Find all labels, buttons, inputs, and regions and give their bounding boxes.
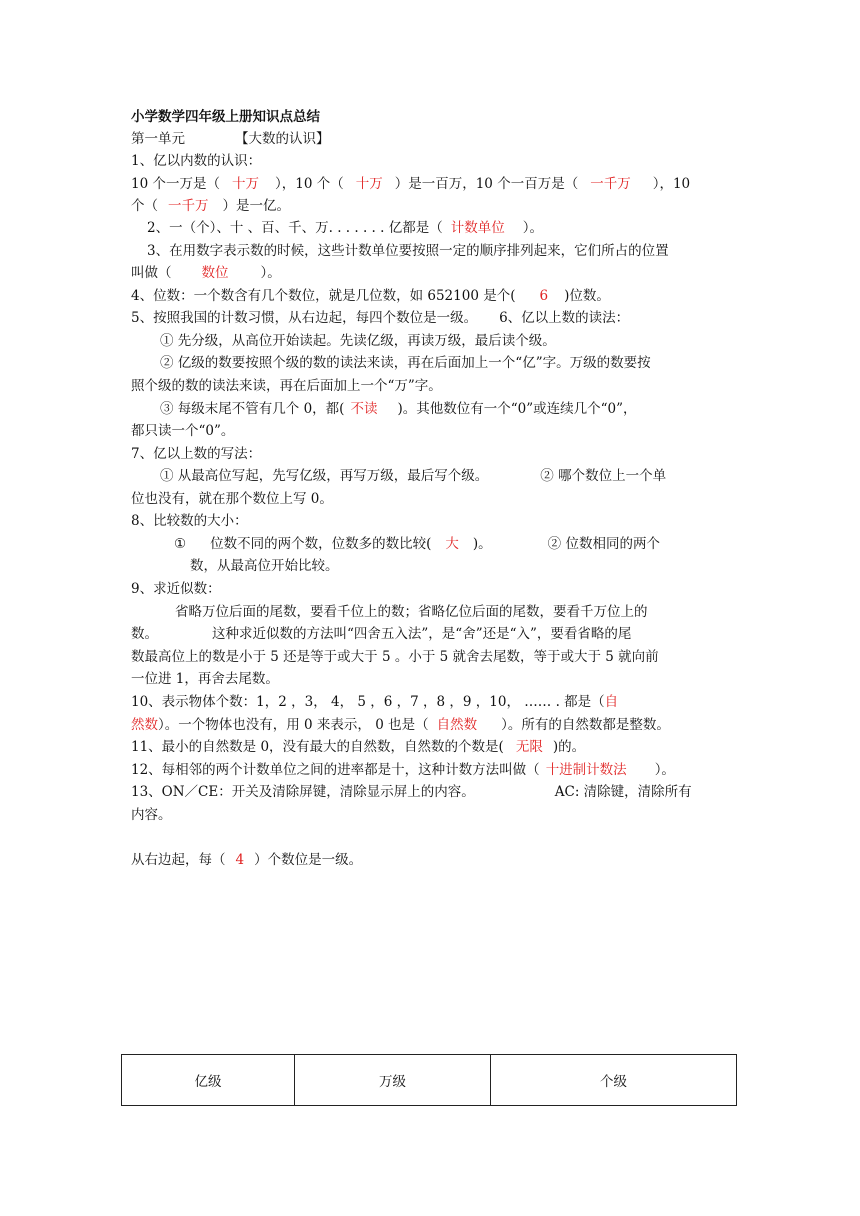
answer-ziranshu: 自然数 — [436, 717, 478, 733]
answer-6: 6 — [539, 288, 549, 304]
s6-rule2a: ② 亿级的数要按照个级的数的读法来读，再在后面加上一个“亿”字。万级的数要按 — [160, 355, 651, 371]
text: 叫做（ — [131, 265, 172, 281]
s6-rule3a — [160, 398, 637, 420]
level-table — [121, 1054, 737, 1106]
answer-yiqianwan-2: 一千万 — [168, 198, 209, 214]
s10-line1 — [131, 691, 618, 713]
s13-line2: 内容。 — [131, 807, 172, 823]
text: ② 位数相同的两个 — [547, 536, 660, 552]
text: 11、最小的自然数是 0，没有最大的自然数，自然数的个数是( — [131, 739, 504, 755]
text: ③ 每级末尾不管有几个 0，都( — [160, 401, 345, 417]
text: ）。所有的自然数都是整数。 — [501, 717, 670, 733]
s9-line3: 数最高位上的数是小于 5 还是等于或大于 5 。小于 5 就舍去尾数，等于或大于 5 就向前 — [131, 649, 659, 665]
s9-line2 — [131, 623, 631, 645]
answer-shijinzhi: 十进制计数法 — [545, 762, 627, 778]
s9-heading: 9、求近似数： — [131, 581, 221, 597]
text: ），10 个（ — [274, 176, 344, 192]
text: 2、一（个）、十 、百、千、万. . . . . . . 亿都是（ — [147, 220, 443, 236]
s9-line1: 省略万位后面的尾数，要看千位上的数；省略亿位后面的尾数，要看千万位上的 — [175, 604, 648, 620]
s12-line — [131, 759, 675, 781]
table-cell-wanji: 万级 — [295, 1055, 491, 1105]
text: )。其他数位有一个“0”或连续几个“0”， — [397, 401, 637, 417]
text: ② 哪个数位上一个单 — [540, 468, 667, 484]
unit-name: 第一单元 — [131, 131, 185, 147]
s13-line1 — [131, 781, 692, 803]
answer-da: 大 — [445, 536, 459, 552]
text: ）是一亿。 — [222, 198, 290, 214]
s4-line — [131, 285, 610, 307]
answer-shuwei: 数位 — [201, 265, 229, 281]
text: 13、ON／CE：开关及清除屏键，清除显示屏上的内容。 — [131, 784, 475, 800]
s1-heading: 1、亿以内数的认识： — [131, 153, 262, 169]
text: ）。 — [654, 762, 675, 778]
text: )。 — [472, 536, 492, 552]
s6-rule3b: 都只读一个“0”。 — [131, 423, 235, 439]
doc-title: 小学数学四年级上册知识点总结 — [131, 109, 320, 125]
s1-line2 — [131, 195, 290, 217]
s9-line4: 一位进 1，再舍去尾数。 — [131, 671, 279, 687]
text: 这种求近似数的方法叫“四舍五入法”，是“舍”还是“入”，要看省略的尾 — [212, 626, 632, 642]
answer-jishudanwei: 计数单位 — [450, 220, 505, 236]
text: ① — [174, 536, 187, 552]
text: ）。一个物体也没有，用 0 来表示， 0 也是（ — [158, 717, 429, 733]
table-cell-geji: 个级 — [600, 1074, 627, 1090]
answer-yiqianwan-1: 一千万 — [590, 176, 631, 192]
text: ① 从最高位写起，先写亿级，再写万级，最后写个级。 — [160, 468, 489, 484]
text: ）个数位是一级。 — [254, 852, 363, 868]
text: 4、位数：一个数含有几个数位，就是几位数，如 652100 是个( — [131, 288, 516, 304]
text: ）。 — [522, 220, 543, 236]
text: 12、每相邻的两个计数单位之间的进率都是十，这种计数方法叫做（ — [131, 762, 540, 778]
s6-rule1: ① 先分级，从高位开始读起。先读亿级，再读万级，最后读个级。 — [160, 333, 556, 349]
s6-rule2b: 照个级的数的读法来读，再在后面加上一个“万”字。 — [131, 378, 442, 394]
text: )位数。 — [564, 288, 610, 304]
answer-shiwan-2: 十万 — [355, 176, 383, 192]
text: ）是一百万，10 个一百万是（ — [394, 176, 579, 192]
text: 10 个一万是（ — [131, 176, 220, 192]
s3-line1: 3、在用数字表示数的时候，这些计数单位要按照一定的顺序排列起来，它们所占的位置 — [147, 243, 669, 259]
s5-line — [131, 307, 629, 329]
answer-ziran-part2: 然数 — [131, 717, 158, 733]
unit-topic: 【大数的认识】 — [235, 131, 330, 147]
answer-ziran-part1: 自 — [604, 694, 619, 710]
s2-line — [147, 217, 543, 239]
table-cell-yiji: 亿级 — [122, 1055, 295, 1105]
text: 位数不同的两个数，位数多的数比较( — [210, 536, 432, 552]
unit-heading — [131, 128, 330, 150]
text: AC: 清除键，清除所有 — [554, 784, 692, 800]
s7-heading: 7、亿以上数的写法： — [131, 446, 262, 462]
text: )的。 — [552, 739, 586, 755]
text: ），10 — [652, 176, 691, 192]
s8-line1 — [174, 533, 660, 555]
text: 10、表示物体个数：1，2 ，3， 4， 5 ，6 ，7 ，8 ，9 ，10， …… . 都是（ — [131, 694, 605, 710]
text: 5、按照我国的计数习惯，从右边起，每四个数位是一级。 — [131, 310, 478, 326]
question-line — [131, 849, 362, 871]
answer-wuxian: 无限 — [515, 739, 543, 755]
answer-shiwan-1: 十万 — [231, 176, 259, 192]
text: ）。 — [260, 265, 281, 281]
s10-line2 — [131, 714, 670, 736]
text: 从右边起，每（ — [131, 852, 226, 868]
text: 数。 — [131, 626, 158, 642]
s11-line — [131, 736, 585, 758]
s7-line2: 位也没有，就在那个数位上写 0。 — [131, 491, 333, 507]
answer-4: 4 — [235, 852, 245, 868]
text: 6、亿以上数的读法： — [499, 310, 630, 326]
text: 个（ — [131, 198, 158, 214]
s7-line1 — [160, 465, 666, 487]
answer-budu: 不读 — [350, 401, 378, 417]
s8-line2: 数，从最高位开始比较。 — [190, 558, 339, 574]
s3-line2 — [131, 262, 281, 284]
s1-line1 — [131, 173, 690, 195]
s8-heading: 8、比较数的大小： — [131, 513, 248, 529]
